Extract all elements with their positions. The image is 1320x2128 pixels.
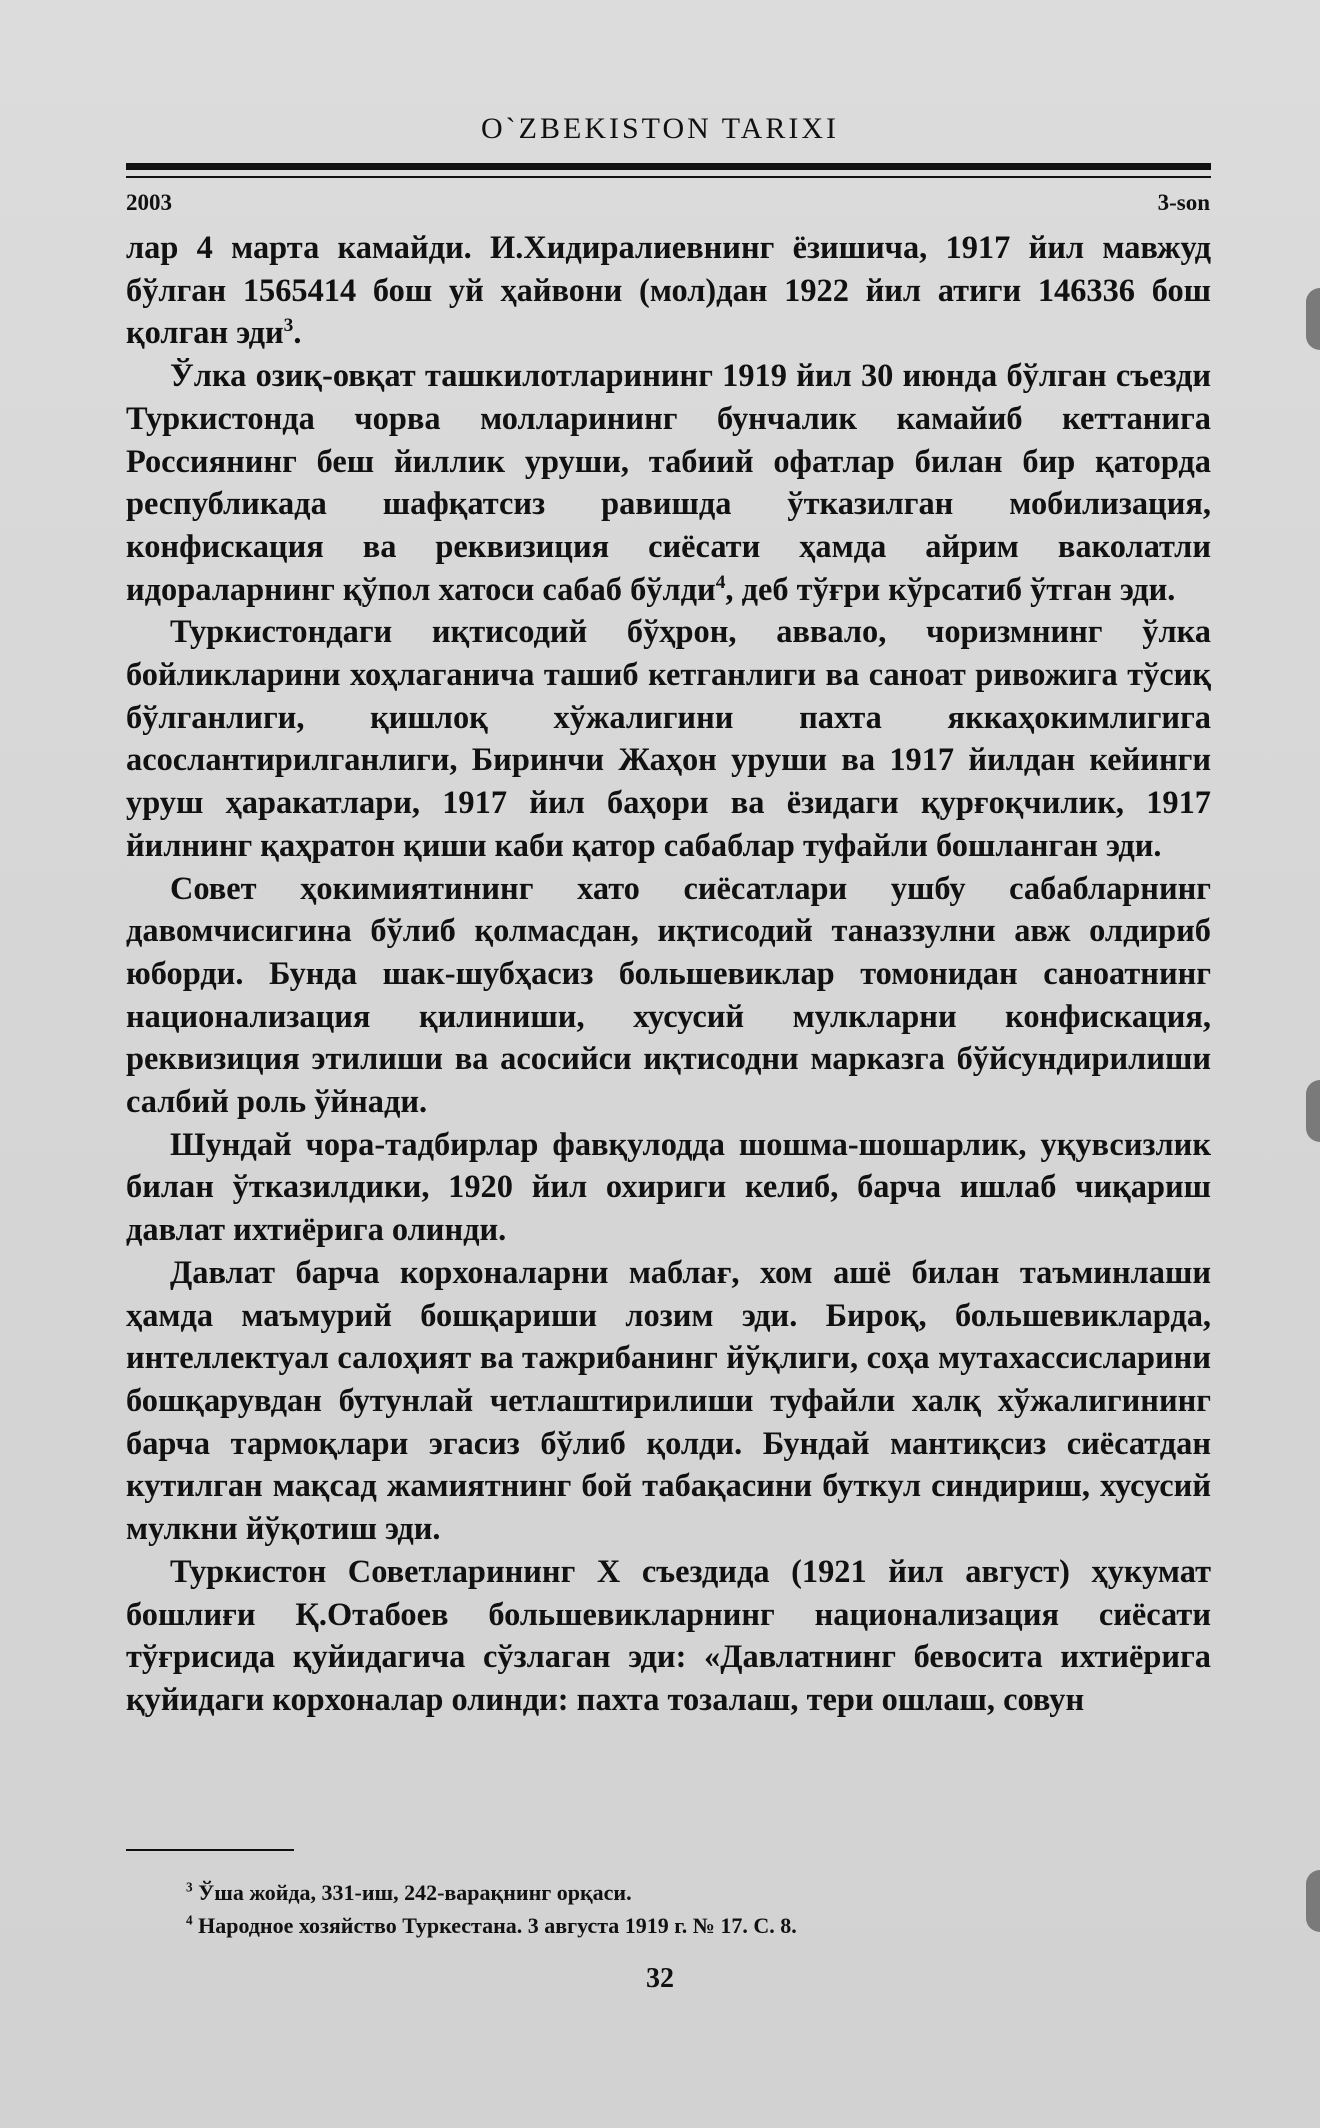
footnote [126, 1876, 1211, 1909]
binding-hole [1306, 1080, 1320, 1142]
paragraph: Совет ҳокимиятининг хато сиёсатлари ушбу сабабларнинг давомчисигина бўлиб қолмасдан, иқтисодий таназзулни авж олдириб юборди. Бунда шак-шубҳасиз большевиклар томонидан саноатнинг национализация қилиниши, хусусий мулкларни конфискация, реквизиция этилиши ва асосийси иқтисодни марказга бўйсундирилиши салбий роль ўйнади. [126, 870, 1211, 1121]
footnote-number: 3 [186, 1879, 193, 1895]
paragraph-text: лар 4 марта камайди. И.Хидиралиевнинг ёзишича, 1917 йил мавжуд бўлган 1565414 бош уй ҳайвони (мол)дан 1922 йил атиги 146336 бош қолган эди [126, 230, 1211, 352]
footnote [126, 1909, 1211, 1942]
paragraph: Туркистондаги иқтисодий бўҳрон, аввало, чоризмнинг ўлка бойликларини хоҳлаганича ташиб кетганлиги ва саноат ривожига тўсиқ бўлганлиги, қишлоқ хўжалигини пахта яккаҳокимлигига асослантирилганлиги, Биринчи Жаҳон уруши ва 1917 йилдан кейинги уруш ҳаракатлари, 1917 йил баҳори ва ёзидаги қурғоқчилик, 1917 йилнинг қаҳратон қиши каби қатор сабаблар туфайли бошланган эди. [126, 614, 1211, 864]
footnote-separator [126, 1849, 294, 1851]
binding-hole [1306, 288, 1320, 350]
footnotes [126, 1876, 1211, 1942]
page-number: 32 [646, 1963, 674, 1994]
binding-hole [1306, 1870, 1320, 1932]
paragraph-text-tail: . [293, 315, 302, 352]
paragraph: Шундай чора-тадбирлар фавқулодда шошма-шошарлик, уқувсизлик билан ўтказилдики, 1920 йил охириги келиб, барча ишлаб чиқариш давлат ихтиёрига олинди. [126, 1126, 1211, 1249]
journal-title: O`ZBEKISTON TARIXI [481, 112, 839, 145]
paragraph [126, 355, 1211, 611]
footnote-text: Народное хозяйство Туркестана. 3 августа 1919 г. № 17. С. 8. [198, 1913, 797, 1938]
article-body [126, 227, 1211, 1722]
header-rule-thin [126, 176, 1211, 178]
paragraph: Давлат барча корхоналарни маблағ, хом ашё билан таъминлаши ҳамда маъмурий бошқариши лозим эди. Бироқ, большевикларда, интеллектуал салоҳият ва тажрибанинг йўқлиги, соҳа мутахассисларини бошқарувдан бутунлай четлаштирилиши туфайли халқ хўжалигининг барча тармоқлари эгасиз бўлиб қолди. Бундай мантиқсиз сиёсатдан кутилган мақсад жамиятнинг бой табақасини буткул синдириш, хусусий мулкни йўқотиш эди. [126, 1254, 1211, 1548]
issue-number: 3-son [1157, 190, 1210, 215]
footnote-number: 4 [186, 1912, 193, 1928]
paragraph: Туркистон Советларининг X съездида (1921 йил август) ҳукумат бошлиғи Қ.Отабоев большевикларнинг национализация сиёсати тўғрисида қуйидагича сўзлаган эди: «Давлатнинг бевосита ихтиёрига қуйидаги корхоналар олинди: пахта тозалаш, тери ошлаш, совун [126, 1553, 1211, 1718]
paragraph-text: Ўлка озиқ-овқат ташкилотларининг 1919 йил 30 июнда бўлган съезди Туркистонда чорва молларининг бунчалик камайиб кеттанига Россиянинг беш йиллик уруши, табиий офатлар билан бир қаторда республикада шафқатсиз равишда ўтказилган мобилизация, конфискация ва реквизиция сиёсати ҳамда айрим ваколатли идораларнинг қўпол хатоси сабаб бўлди [126, 358, 1211, 608]
footnote-ref: 3 [283, 315, 294, 337]
footnote-text: Ўша жойда, 331-иш, 242-варақнинг орқаси. [198, 1880, 632, 1905]
footnote-ref: 4 [715, 571, 726, 593]
paragraph [126, 227, 1211, 355]
header-rule-thick [126, 163, 1211, 170]
paragraph-text-tail: , деб тўғри кўрсатиб ўтган эди. [725, 571, 1176, 608]
issue-year: 2003 [126, 190, 172, 215]
